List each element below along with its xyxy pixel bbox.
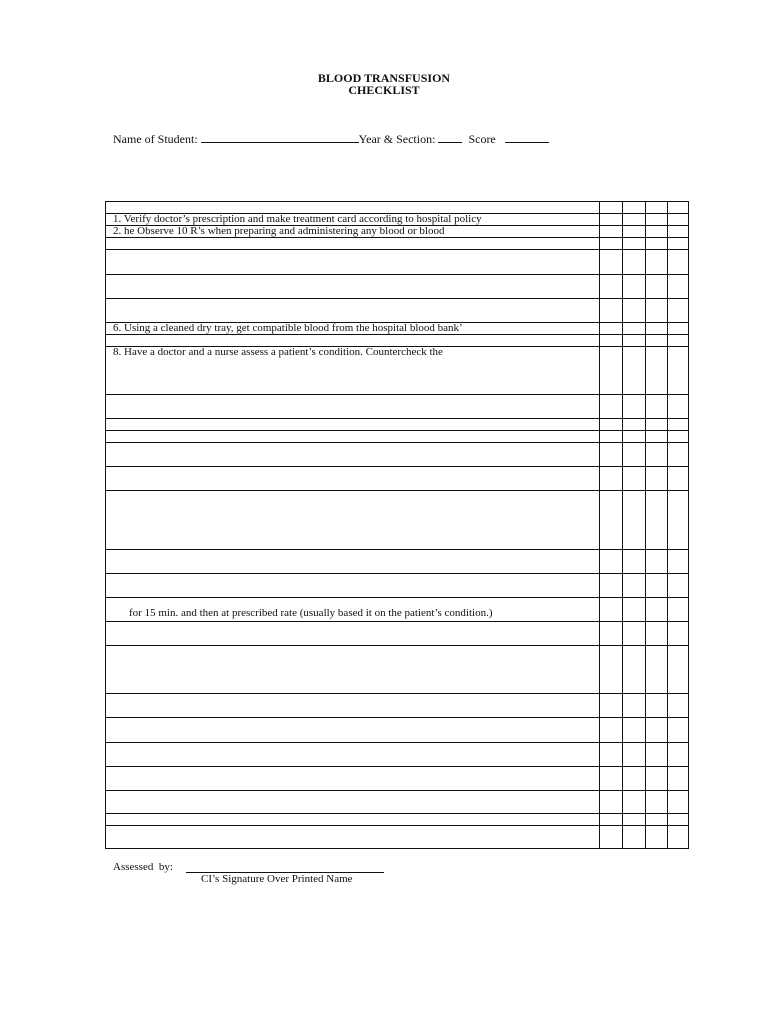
checklist-step-2: 2. he Observe 10 R’s when preparing and administering any blood or blood <box>113 225 445 237</box>
row-divider <box>105 274 689 275</box>
row-divider <box>105 645 689 646</box>
page-title: BLOOD TRANSFUSION <box>317 71 451 85</box>
signature-caption: CI’s Signature Over Printed Name <box>201 873 353 885</box>
student-info-line <box>113 131 549 147</box>
row-divider <box>105 717 689 718</box>
checklist-step-1: 1. Verify doctor’s prescription and make treatment card according to hospital policy <box>113 213 482 225</box>
row-divider <box>105 237 689 238</box>
checklist-step-8: 8. Have a doctor and a nurse assess a patient’s condition. Countercheck the <box>113 346 443 358</box>
row-divider <box>105 766 689 767</box>
row-divider <box>105 790 689 791</box>
checklist-rate-note: for 15 min. and then at prescribed rate (usually based it on the patient’s condition.) <box>129 607 493 619</box>
row-divider <box>105 621 689 622</box>
row-divider <box>105 549 689 550</box>
row-divider <box>105 394 689 395</box>
row-divider <box>105 442 689 443</box>
row-divider <box>105 742 689 743</box>
year-section-label: Year & Section: <box>358 132 436 146</box>
row-divider <box>105 418 689 419</box>
checklist-table <box>105 201 689 849</box>
name-field[interactable] <box>201 131 359 143</box>
row-divider <box>105 825 689 826</box>
name-label: Name of Student: <box>113 132 198 146</box>
row-divider <box>105 597 689 598</box>
assessed-by-label: Assessed by: <box>113 861 173 873</box>
row-divider <box>105 334 689 335</box>
row-divider <box>105 693 689 694</box>
page-subtitle: CHECKLIST <box>348 83 420 97</box>
year-section-field[interactable] <box>438 131 462 143</box>
row-divider <box>105 298 689 299</box>
checklist-step-6: 6. Using a cleaned dry tray, get compatible blood from the hospital blood bank’ <box>113 322 463 334</box>
row-divider <box>105 430 689 431</box>
row-divider <box>105 813 689 814</box>
score-field[interactable] <box>505 131 549 143</box>
row-divider <box>105 573 689 574</box>
row-divider <box>105 466 689 467</box>
row-divider <box>105 490 689 491</box>
score-label: Score <box>468 132 496 146</box>
row-divider <box>105 249 689 250</box>
